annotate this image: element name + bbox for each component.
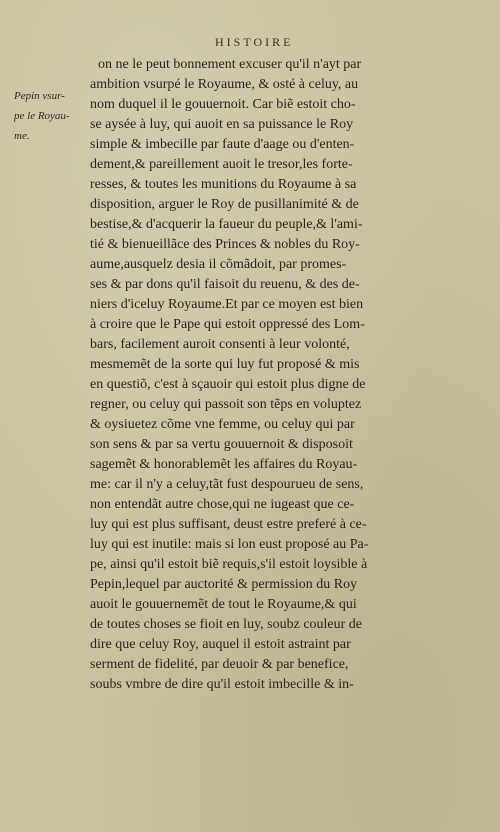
marginal-note-line: me. bbox=[14, 130, 30, 142]
text-line: dement,& pareillement auoit le tresor,les forte- bbox=[90, 157, 353, 172]
text-line: auoit le gouuernemẽt de tout le Royaume,& qui bbox=[90, 597, 357, 612]
text-line: pe, ainsi qu'il estoit biẽ requis,s'il estoit loysible à bbox=[90, 557, 368, 572]
text-line: non entendãt autre chose,qui ne iugeast que ce- bbox=[90, 497, 355, 512]
marginal-note-line: pe le Royau- bbox=[14, 110, 70, 122]
marginal-note bbox=[14, 86, 72, 146]
text-line: tié & bienueillãce des Princes & nobles du Roy- bbox=[90, 237, 360, 252]
text-line: à croire que le Pape qui estoit oppressé des Lom- bbox=[90, 317, 365, 332]
text-line: on ne le peut bonnement excuser qu'il n'ayt par bbox=[98, 57, 362, 72]
text-line: simple & imbecille par faute d'aage ou d'enten- bbox=[90, 137, 355, 152]
text-line: aume,ausquelz desia il cõmãdoit, par promes- bbox=[90, 257, 347, 272]
text-line: bestise,& d'acquerir la faueur du peuple,& l'ami- bbox=[90, 217, 363, 232]
text-line: regner, ou celuy qui passoit son tẽps en voluptez bbox=[90, 397, 362, 412]
text-line: me: car il n'y a celuy,tãt fust despourueu de sens, bbox=[90, 477, 364, 492]
text-line: nom duquel il le gouuernoit. Car biẽ estoit cho- bbox=[90, 97, 356, 112]
text-line: disposition, arguer le Roy de pusillanimité & de bbox=[90, 197, 359, 212]
text-line: soubs vmbre de dire qu'il estoit imbecille & in- bbox=[90, 677, 354, 692]
text-line: en questiõ, c'est à sçauoir qui estoit plus digne de bbox=[90, 377, 366, 392]
text-line: sagemẽt & honorablemẽt les affaires du Royau- bbox=[90, 457, 358, 472]
text-line: son sens & par sa vertu gouuernoit & disposoit bbox=[90, 437, 353, 452]
text-line: ambition vsurpé le Royaume, & osté à celuy, au bbox=[90, 77, 359, 92]
text-line: ses & par dons qu'il faisoit du reuenu, & des de- bbox=[90, 277, 360, 292]
text-line: niers d'iceluy Royaume.Et par ce moyen est bien bbox=[90, 297, 364, 312]
text-line: bars, facilement auroit consenti à leur volonté, bbox=[90, 337, 350, 352]
text-line: se aysée à luy, qui auoit en sa puissance le Roy bbox=[90, 117, 354, 132]
text-line: dire que celuy Roy, auquel il estoit astraint par bbox=[90, 637, 351, 652]
text-line: & oysiuetez cõme vne femme, ou celuy qui par bbox=[90, 417, 355, 432]
body-text bbox=[90, 55, 470, 695]
text-line: serment de fidelité, par deuoir & par benefice, bbox=[90, 657, 349, 672]
text-line: resses, & toutes les munitions du Royaume à sa bbox=[90, 177, 357, 192]
marginal-note-line: Pepin vsur- bbox=[14, 90, 65, 102]
text-line: mesmemẽt de la sorte qui luy fut proposé & mis bbox=[90, 357, 360, 372]
running-head: HISTOIRE bbox=[215, 35, 294, 49]
text-line: luy qui est plus suffisant, deust estre preferé à ce- bbox=[90, 517, 367, 532]
text-line: de toutes choses se fioit en luy, soubz couleur de bbox=[90, 617, 363, 632]
text-line: Pepin,lequel par auctorité & permission du Roy bbox=[90, 577, 358, 592]
text-line: luy qui est inutile: mais si lon eust proposé au Pa- bbox=[90, 537, 369, 552]
